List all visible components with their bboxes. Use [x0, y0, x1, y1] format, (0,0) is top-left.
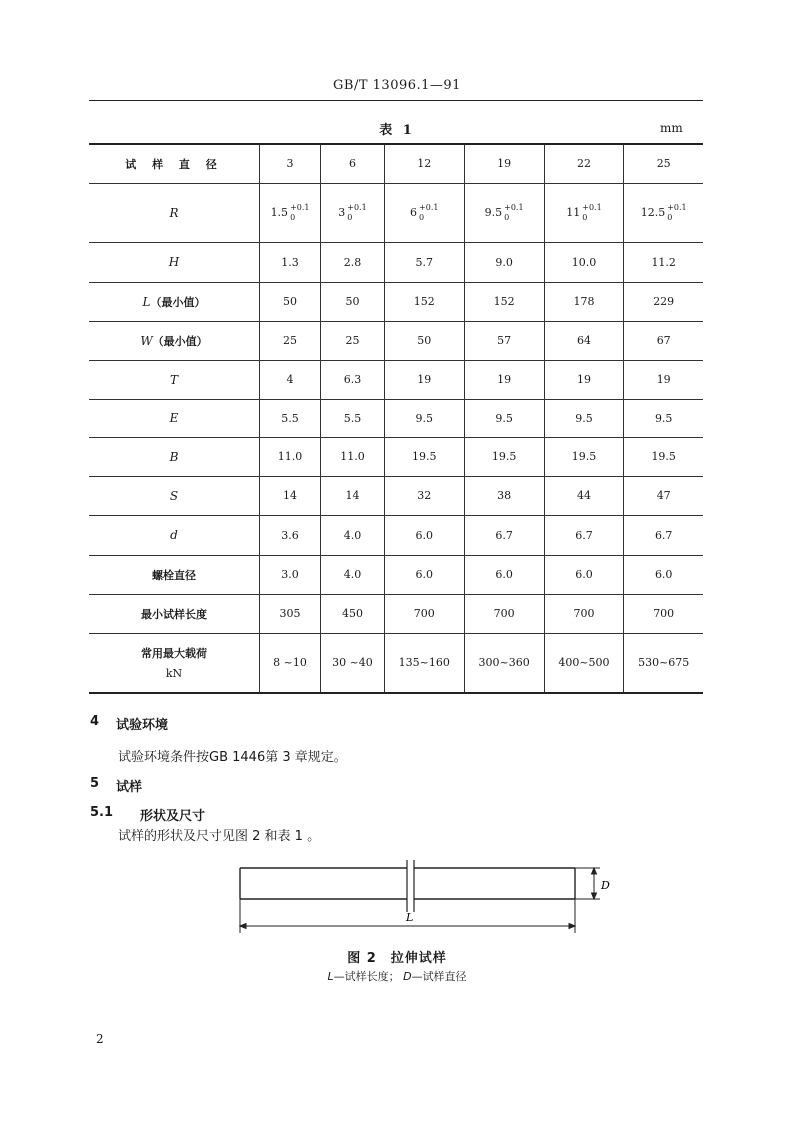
table-cell: 11.2: [624, 242, 703, 282]
table-row-d: [89, 515, 703, 555]
table-row-h: [89, 242, 703, 282]
table-cell: 305: [260, 594, 321, 633]
table-cell: 25: [321, 321, 385, 360]
tensile-specimen-figure: [232, 858, 622, 938]
table-cell: 300~360: [464, 633, 544, 693]
table-cell: 6.0: [544, 555, 624, 594]
table-cell: 30 ~40: [321, 633, 385, 693]
table-cell: 50: [260, 282, 321, 321]
table-cell: 5.5: [321, 399, 385, 437]
table-row-max-load: [89, 633, 703, 693]
diameter-cell: 25: [624, 144, 703, 183]
table-cell: 19.5: [544, 437, 624, 476]
row-label: 螺栓直径: [89, 555, 260, 594]
table-cell: 450: [321, 594, 385, 633]
diameter-cell: 6: [321, 144, 385, 183]
table-cell: 6.7: [624, 515, 703, 555]
table-cell: 4.0: [321, 555, 385, 594]
table-cell: 50: [384, 321, 464, 360]
table-cell: 57: [464, 321, 544, 360]
tolerance-cell: 1.5 +0.1 0: [260, 183, 321, 242]
table-row-w: W（最小值） 25 25 50 57 64 67: [89, 321, 703, 360]
dimension-d-label: D: [601, 879, 610, 892]
table-cell: 178: [544, 282, 624, 321]
row-label: E: [169, 411, 179, 425]
head-label: 试 样 直 径: [89, 144, 260, 183]
table-cell: 38: [464, 476, 544, 515]
figure-caption: 图 2 拉伸试样: [347, 951, 447, 966]
table-cell: 64: [544, 321, 624, 360]
section-4-body: 试验环境条件按GB 1446第 3 章规定。: [118, 750, 347, 765]
table-cell: 19: [544, 360, 624, 399]
table-cell: 19: [384, 360, 464, 399]
diameter-cell: 22: [544, 144, 624, 183]
table-row-s: [89, 476, 703, 515]
table-cell: 4.0: [321, 515, 385, 555]
table-cell: 14: [260, 476, 321, 515]
dimension-d: [575, 868, 600, 899]
diameter-cell: 12: [384, 144, 464, 183]
table-cell: 6.3: [321, 360, 385, 399]
table-cell: 5.7: [384, 242, 464, 282]
table-cell: 5.5: [260, 399, 321, 437]
table-cell: 25: [260, 321, 321, 360]
table-cell: 19: [624, 360, 703, 399]
table-cell: 44: [544, 476, 624, 515]
table-cell: 6.7: [464, 515, 544, 555]
table-cell: 6.0: [464, 555, 544, 594]
section-5-1-body: 试样的形状及尺寸见图 2 和表 1 。: [118, 829, 321, 844]
table-cell: 530~675: [624, 633, 703, 693]
table-cell: 1.3: [260, 242, 321, 282]
table-unit: mm: [660, 121, 683, 135]
table-cell: 3.6: [260, 515, 321, 555]
section-5-title: 试样: [116, 780, 143, 795]
table-cell: 6.0: [384, 555, 464, 594]
diameter-cell: 3: [260, 144, 321, 183]
table-cell: 10.0: [544, 242, 624, 282]
table-cell: 9.5: [624, 399, 703, 437]
table-cell: 47: [624, 476, 703, 515]
row-label: B: [169, 449, 179, 464]
page-header: GB/T 13096.1—91: [333, 78, 461, 93]
table-row-b: [89, 437, 703, 476]
table-cell: 3.0: [260, 555, 321, 594]
table-cell: 11.0: [321, 437, 385, 476]
break-lines: [407, 860, 414, 912]
tolerance-cell: 9.5 +0.1 0: [464, 183, 544, 242]
section-4-number: 4: [90, 714, 100, 729]
table-cell: 19.5: [384, 437, 464, 476]
tolerance-cell: 6 +0.1 0: [384, 183, 464, 242]
table-cell: 19: [464, 360, 544, 399]
table-row-t: [89, 360, 703, 399]
table-row-min-length: [89, 594, 703, 633]
table-cell: 14: [321, 476, 385, 515]
row-label: R: [89, 183, 260, 242]
table-cell: 152: [464, 282, 544, 321]
row-label: S: [169, 488, 179, 503]
tolerance-cell: 11 +0.1 0: [544, 183, 624, 242]
table-cell: 6.0: [384, 515, 464, 555]
table-cell: 700: [624, 594, 703, 633]
table-row-l: L（最小值） 50 50 152 152 178 229: [89, 282, 703, 321]
table-cell: 700: [544, 594, 624, 633]
table-cell: 9.0: [464, 242, 544, 282]
table-row-bolt-diameter: [89, 555, 703, 594]
table-cell: 6.0: [624, 555, 703, 594]
table-cell: 32: [384, 476, 464, 515]
section-4-title: 试验环境: [116, 718, 169, 733]
table-row-r: [89, 183, 703, 242]
table-cell: 9.5: [544, 399, 624, 437]
figure-legend: L—试样长度； D—试样直径: [327, 970, 467, 983]
spec-table: [89, 143, 703, 694]
table-cell: 6.7: [544, 515, 624, 555]
table-cell: 9.5: [384, 399, 464, 437]
table-cell: 135~160: [384, 633, 464, 693]
header-rule: [89, 100, 703, 101]
section-5-1-number: 5.1: [90, 805, 114, 820]
table-cell: 700: [464, 594, 544, 633]
diameter-cell: 19: [464, 144, 544, 183]
row-label: 最小试样长度: [89, 594, 260, 633]
table-row-e: [89, 399, 703, 437]
table-title: 表 1: [379, 123, 415, 138]
section-5-1-title: 形状及尺寸: [140, 809, 206, 824]
section-5-number: 5: [90, 776, 100, 791]
table-cell: 19.5: [464, 437, 544, 476]
tolerance-cell: 3 +0.1 0: [321, 183, 385, 242]
table-cell: 2.8: [321, 242, 385, 282]
table-cell: 152: [384, 282, 464, 321]
tolerance-cell: 12.5 +0.1 0: [624, 183, 703, 242]
table-cell: 9.5: [464, 399, 544, 437]
table-cell: 700: [384, 594, 464, 633]
table-cell: 4: [260, 360, 321, 399]
table-cell: 50: [321, 282, 385, 321]
table-header-row: [89, 144, 703, 183]
row-label: L: [142, 294, 151, 309]
table-cell: 67: [624, 321, 703, 360]
table-cell: 11.0: [260, 437, 321, 476]
row-label: T: [169, 372, 178, 387]
table-cell: 229: [624, 282, 703, 321]
table-cell: 400~500: [544, 633, 624, 693]
dimension-l-label: L: [406, 911, 414, 924]
table-cell: 19.5: [624, 437, 703, 476]
table-cell: 8 ~10: [260, 633, 321, 693]
row-label: W: [140, 333, 153, 348]
row-label: H: [168, 255, 180, 269]
row-label: d: [170, 528, 178, 542]
row-label: 常用最大载荷 kN: [89, 633, 260, 693]
page-number: 2: [96, 1032, 104, 1046]
